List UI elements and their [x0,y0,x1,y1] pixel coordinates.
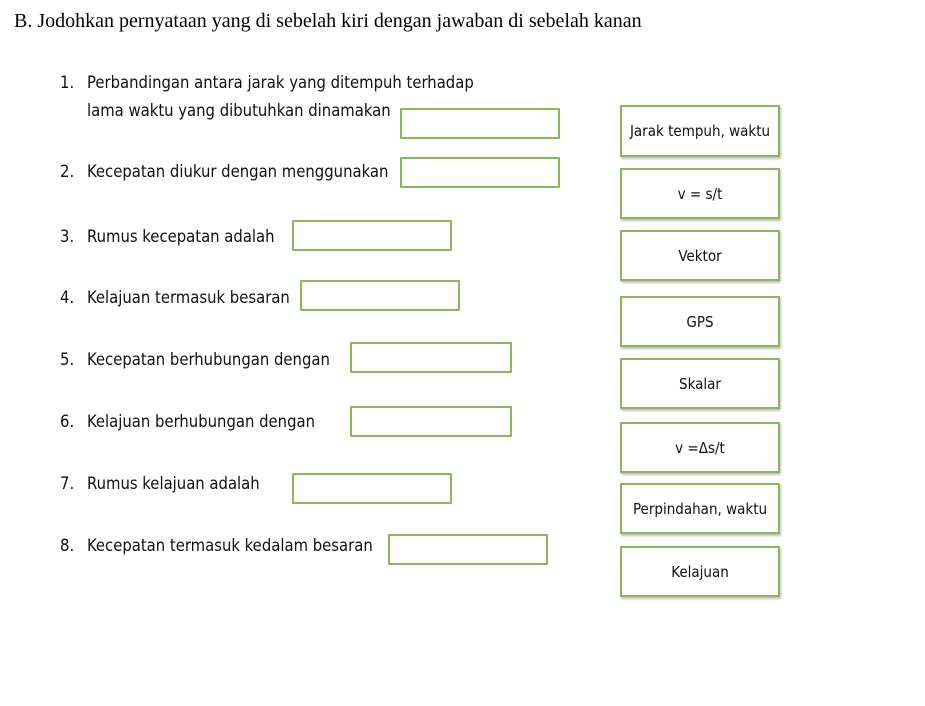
question-text: Kecepatan diukur dengan menggunakan [87,162,389,181]
answer-card-label: v =Δs/t [675,438,725,457]
answer-drop-box-5[interactable] [350,342,512,373]
answer-card-label: Perpindahan, waktu [632,499,768,518]
question-text: Kecepatan termasuk kedalam besaran [87,536,373,555]
question-3 [60,223,275,251]
question-number: 1. [60,73,75,92]
question-number: 4. [60,288,75,307]
answer-card-label: Kelajuan [671,562,729,581]
answer-card-v-s-t[interactable] [620,168,780,219]
question-number: 2. [60,162,75,181]
question-number: 3. [60,227,75,246]
answer-card-label: Jarak tempuh, waktu [629,122,771,140]
question-text: Kelajuan berhubungan dengan [87,412,316,431]
answer-card-skalar[interactable] [620,358,780,409]
answer-card-v-delta-s-t[interactable] [620,422,780,473]
question-number: 8. [60,536,75,555]
question-text: Kelajuan termasuk besaran [87,288,290,307]
question-number: 5. [60,350,75,369]
question-text-line2: lama waktu yang dibutuhkan dinamakan [87,101,391,120]
answer-drop-box-7[interactable] [292,473,452,504]
question-number: 6. [60,412,75,431]
answer-drop-box-1[interactable] [400,108,560,139]
question-text-line1: Perbandingan antara jarak yang ditempuh terhadap [87,73,474,92]
answer-card-label: Vektor [678,246,722,265]
answer-card-label: Skalar [679,374,721,393]
question-8 [60,532,373,560]
answer-card-kelajuan[interactable] [620,546,780,597]
answer-card-vektor[interactable] [620,230,780,281]
answer-drop-box-4[interactable] [300,280,460,311]
question-text: Rumus kelajuan adalah [87,474,260,493]
answer-card-label: v = s/t [677,184,723,203]
answer-card-jarak-tempuh-waktu[interactable] [620,105,780,157]
question-7 [60,470,260,498]
question-text: Rumus kecepatan adalah [87,227,275,246]
question-2 [60,158,388,186]
section-heading: B. Jodohkan pernyataan yang di sebelah kiri dengan jawaban di sebelah kanan [14,10,642,32]
question-6 [60,408,315,436]
answer-card-label: GPS [686,312,714,331]
answer-drop-box-2[interactable] [400,157,560,188]
question-4 [60,284,290,312]
answer-drop-box-8[interactable] [388,534,548,565]
answer-card-perpindahan-waktu[interactable] [620,483,780,534]
answer-drop-box-3[interactable] [292,220,452,251]
answer-drop-box-6[interactable] [350,406,512,437]
question-text: Kecepatan berhubungan dengan [87,350,330,369]
answer-card-gps[interactable] [620,296,780,347]
question-5 [60,346,330,374]
question-number: 7. [60,474,75,493]
